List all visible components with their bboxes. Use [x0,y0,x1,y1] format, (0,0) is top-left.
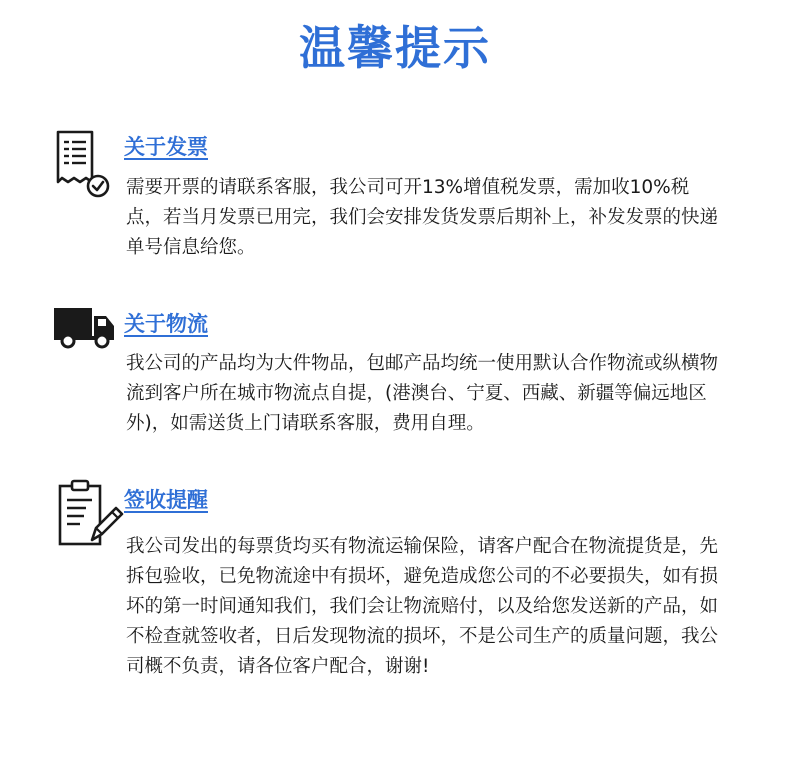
section-body-signing: 我公司发出的每票货均买有物流运输保险，请客户配合在物流提货是，先拆包验收，已免物流途中有损坏，避免造成您公司的不必要损失，如有损坏的第一时间通知我们，我们会让物流赔付，以及给您发送新的产品，如不检查就签收者，日后发现物流的损坏，不是公司生产的质量问题，我公司概不负责，请各位客户配合，谢谢! [126,536,719,677]
section-heading-logistics: 关于物流 [124,312,208,336]
clipboard-pen-icon [56,478,128,550]
section-body-invoice: 需要开票的请联系客服，我公司可开13%增值税发票，需加收10%税点，若当月发票已用完，我们会安排发货发票后期补上，补发发票的快递单号信息给您。 [126,177,719,258]
section-body-logistics: 我公司的产品均为大件物品，包邮产品均统一使用默认合作物流或纵横物流到客户所在城市物流点自提，(港澳台、宁夏、西藏、新疆等偏远地区外)，如需送货上门请联系客服，费用自理。 [126,353,719,434]
section-heading-signing: 签收提醒 [124,488,208,512]
page-title: 温馨提示 [299,21,491,75]
receipt-check-icon [52,128,116,200]
section-heading-invoice: 关于发票 [124,135,208,159]
delivery-truck-icon [52,306,118,350]
